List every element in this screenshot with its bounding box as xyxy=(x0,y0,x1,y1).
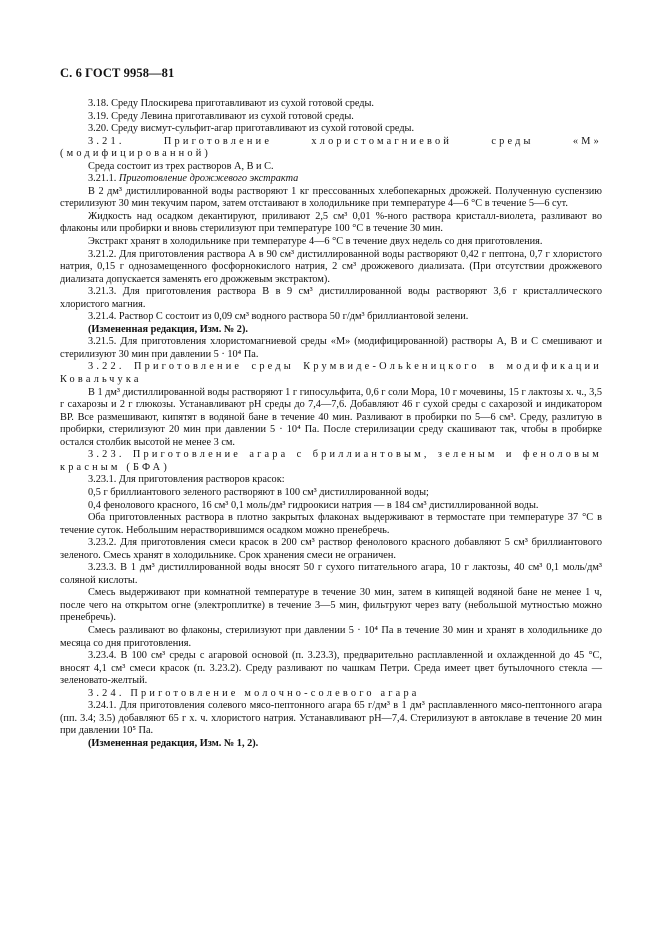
paragraph-3-21-1-c: Экстракт хранят в холодильнике при температуре 4—6 °С в течение двух недель со дня приготовления. xyxy=(88,236,543,248)
paragraph-3-21-5: 3.21.5. Для приготовления хлористомагниевой среды «М» (модифицированной) растворы А, В и С смешивают и стерилизуют 30 мин при давлении 5 · 10⁴ Па. xyxy=(60,336,602,360)
paragraph-3-21-1-b: Жидкость над осадком декантируют, приливают 2,5 см³ 0,01 %-ного раствора кристалл-виолета, разливают во флаконы или пробирки и вновь стерилизуют при температуре 100 °С в течение 30 мин. xyxy=(60,210,602,235)
paragraph-3-23-1-c: Оба приготовленных раствора в плотно закрытых флаконах выдерживают в термостате при температуре 37 °С в течение суток. Небольшим нерастворившимся осадком можно пренебречь. xyxy=(60,512,602,536)
document-body xyxy=(60,98,602,750)
paragraph-3-21-2: 3.21.2. Для приготовления раствора А в 90 см³ дистиллированной воды растворяют 0,42 г пептона, 0,7 г хлористого натрия, 0,15 г однозамещенного фосфорнокислого натрия, 2 см³ дрожжевого диализата. (При отсутствии дрожжевого диализата допускается заменять его дрожжевым экстрактом). xyxy=(60,248,602,285)
section-heading-3-24: 3.24. Приготовление молочно-солевого агара xyxy=(88,687,420,699)
amendment-note-1: (Измененная редакция, Изм. № 2). xyxy=(88,323,248,335)
section-heading-3-23: 3.23. Приготовление агара с бриллиантовым, зеленым и феноловым красным (БФА) xyxy=(60,449,602,473)
paragraph-3-23-3-a: Смесь выдерживают при комнатной температуре в течение 30 мин, затем в кипящей водяной бане не менее 1 ч, после чего на открытом огне (электроплитке) в течение 3—5 мин, фильтруют через вату (небольшой мутностью можно пренебречь). xyxy=(60,587,602,624)
paragraph-3-21-3: 3.21.3. Для приготовления раствора В в 9 см³ дистиллированной воды растворяют 3,6 г кристаллического хлористого магния. xyxy=(60,286,602,310)
subheading-3-21-1 xyxy=(60,173,602,186)
paragraph-3-19: 3.19. Среду Левина приготавливают из сухой готовой среды. xyxy=(88,110,354,122)
paragraph-3-23-1-b: 0,4 фенолового красного, 16 см³ 0,1 моль/дм³ гидроокиси натрия — в 184 см³ дистиллированной воды. xyxy=(88,499,539,511)
section-heading-3-22: 3.22. Приготовление среды Крумвиде-Ольkеницкого в модификации Ковальчука xyxy=(60,361,602,386)
paragraph-3-18: 3.18. Среду Плоскирева приготавливают из сухой готовой среды. xyxy=(88,98,375,109)
paragraph-3-23-4: 3.23.4. В 100 см³ среды с агаровой основой (п. 3.23.3), предварительно расплавленной и охлажденной до 45 °С, вносят 4,1 см³ смеси красок (п. 3.23.2). Среду разливают по чашкам Петри. Среда имеет цвет бутылочного стекла — зеленовато-желтый. xyxy=(60,650,602,687)
paragraph-3-23-3: 3.23.3. В 1 дм³ дистиллированной воды вносят 50 г сухого питательного агара, 10 г лактозы, 40 см³ 0,1 моль/дм³ соляной кислоты. xyxy=(60,562,602,586)
paragraph-3-23-1-a: 0,5 г бриллиантового зеленого растворяют в 100 см³ дистиллированной воды; xyxy=(88,486,429,498)
paragraph-3-21-4: 3.21.4. Раствор С состоит из 0,09 см³ водного раствора 50 г/дм³ бриллиантовой зелени. xyxy=(88,311,469,323)
paragraph-3-23-1: 3.23.1. Для приготовления растворов красок: xyxy=(88,474,285,486)
amendment-note-2: (Измененная редакция, Изм. № 1, 2). xyxy=(88,737,259,749)
paragraph-3-21-1-a: В 2 дм³ дистиллированной воды растворяют 1 кг прессованных хлебопекарных дрожжей. Полученную суспензию стерилизуют 30 мин текучим паром, затем отстаивают в холодильнике при температуре 4—6 °С в течение 5—6 сут. xyxy=(60,185,602,210)
paragraph-3-21-intro: Среда состоит из трех растворов А, В и С. xyxy=(88,160,274,172)
paragraph-3-22-body: В 1 дм³ дистиллированной воды растворяют 1 г гипосульфита, 0,6 г соли Мора, 10 г мочевины, 15 г лактозы х. ч., 3,5 г сахарозы и 2 г глюкозы. Устанавливают рН среды до 7,4—7,6. Добавляют 46 г сухой среды с сахарозой и индикатором ВР. Все размешивают, кипятят в водяной бане в течение 40 мин. Разливают в пробирки по 5—6 см³. Среду, разлитую в пробирки, стерилизуют 20 мин при давлении 5 · 10⁴ Па. После стерилизации среду скашивают так, чтобы в пробирке остался столбик высотой не менее 3 см. xyxy=(60,386,602,448)
page-header: С. 6 ГОСТ 9958—81 xyxy=(60,66,175,80)
paragraph-3-20: 3.20. Среду висмут-сульфит-агар приготавливают из сухой готовой среды. xyxy=(88,123,415,135)
paragraph-3-24-1: 3.24.1. Для приготовления солевого мясо-пептонного агара 65 г/дм³ в 1 дм³ расплавленного мясо-пептонного агара (пп. 3.4; 3.5) добавляют 65 г х. ч. хлористого натрия. Устанавливают рН—7,4. Стерилизуют в автоклаве в течение 20 мин при давлении 10⁵ Па. xyxy=(60,700,602,737)
section-heading-3-21: 3.21. Приготовление хлористомагниевой среды «М» (модифицированной) xyxy=(60,135,602,160)
paragraph-3-23-3-b: Смесь разливают во флаконы, стерилизуют при давлении 5 · 10⁴ Па в течение 30 мин и хранят в холодильнике до месяца со дня приготовления. xyxy=(60,624,602,649)
paragraph-3-23-2: 3.23.2. Для приготовления смеси красок в 200 см³ раствор фенолового красного добавляют 5 см³ бриллиантового зеленого. Смесь хранят в холодильнике. Срок хранения смеси не ограничен. xyxy=(60,537,602,561)
subheading-number: 3.21.1. xyxy=(88,173,117,185)
subheading-title: Приготовление дрожжевого экстракта xyxy=(118,173,299,185)
